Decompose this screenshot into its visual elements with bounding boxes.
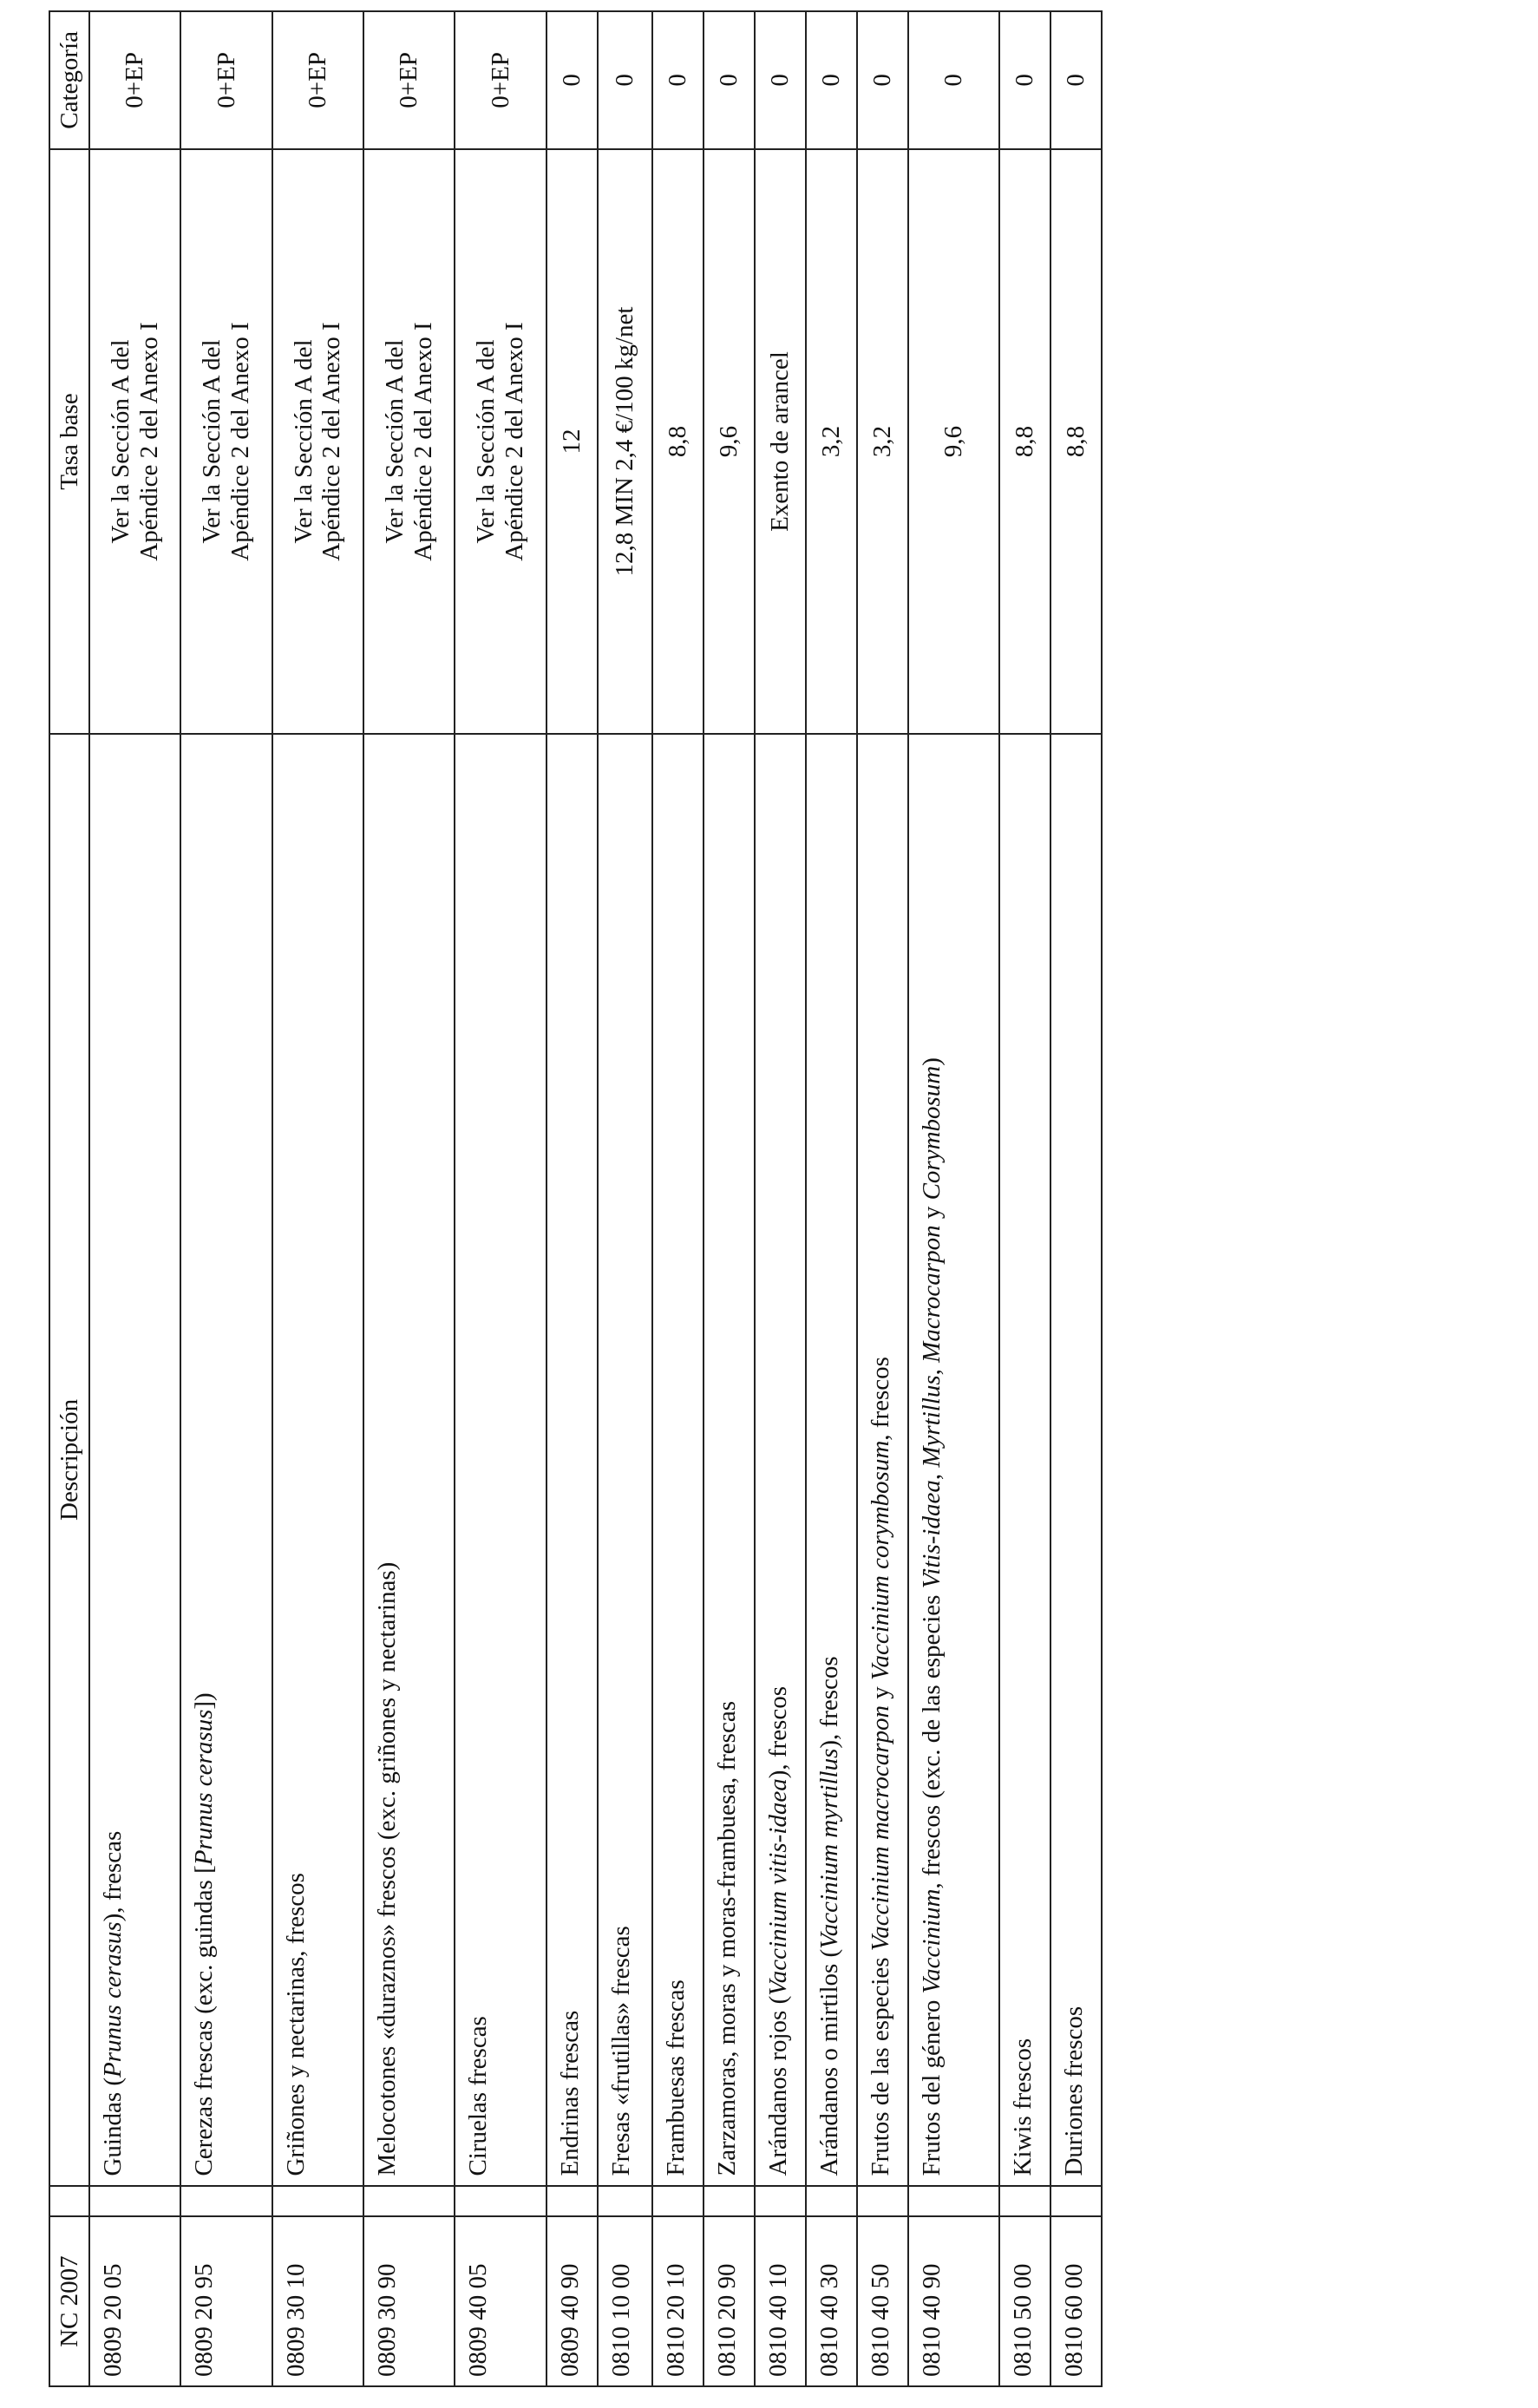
description-cell xyxy=(908,734,999,2185)
spacer-cell xyxy=(598,2186,652,2217)
spacer-cell xyxy=(806,2186,857,2217)
base-rate-cell xyxy=(455,149,546,735)
description-text: ), frescos xyxy=(815,1656,843,1749)
spacer-cell xyxy=(999,2186,1050,2217)
table-body xyxy=(89,11,1102,2386)
description-italic: Prunus cerasus xyxy=(99,1921,127,2078)
table-row xyxy=(999,11,1050,2386)
table-row xyxy=(857,11,908,2386)
description-text: ), frescas xyxy=(99,1830,127,1922)
base-rate-line: Ver la Sección A del xyxy=(380,339,409,544)
base-rate-cell xyxy=(999,149,1050,735)
category-cell: 0 xyxy=(704,11,755,149)
description-cell xyxy=(272,734,363,2185)
category-cell: 0 xyxy=(598,11,652,149)
table-row xyxy=(598,11,652,2386)
base-rate-cell xyxy=(652,149,704,735)
category-cell: 0 xyxy=(908,11,999,149)
base-rate-line: Apéndice 2 del Anexo I xyxy=(317,322,346,561)
spacer-cell xyxy=(652,2186,704,2217)
spacer-cell xyxy=(455,2186,546,2217)
base-rate-line: 8,8 xyxy=(663,425,691,458)
base-rate-line: Exento de arancel xyxy=(765,351,794,532)
table-row xyxy=(89,11,180,2386)
table-row xyxy=(908,11,999,2386)
tariff-table xyxy=(49,10,1103,2387)
nc-code-cell: 0809 30 10 xyxy=(272,2216,363,2386)
base-rate-cell xyxy=(1050,149,1102,735)
base-rate-line: 3,2 xyxy=(816,425,845,458)
description-text: Endrinas frescas xyxy=(555,2010,584,2176)
nc-code-cell: 0810 20 10 xyxy=(652,2216,704,2386)
base-rate-cell xyxy=(806,149,857,735)
base-rate-line: 12 xyxy=(557,429,586,455)
nc-code-cell: 0810 40 90 xyxy=(908,2216,999,2386)
header-spacer xyxy=(49,2186,89,2217)
spacer-cell xyxy=(857,2186,908,2217)
table-row xyxy=(704,11,755,2386)
base-rate-line: 8,8 xyxy=(1010,425,1038,458)
nc-code-cell: 0810 40 10 xyxy=(755,2216,806,2386)
spacer-cell xyxy=(908,2186,999,2217)
category-cell: 0 xyxy=(546,11,598,149)
description-text: ]) xyxy=(190,1692,219,1710)
nc-code-cell: 0809 30 90 xyxy=(363,2216,455,2386)
table-row xyxy=(1050,11,1102,2386)
header-category: Categoría xyxy=(49,11,89,149)
description-cell xyxy=(806,734,857,2185)
category-cell: 0 xyxy=(1050,11,1102,149)
nc-code-cell: 0809 40 90 xyxy=(546,2216,598,2386)
base-rate-line: Apéndice 2 del Anexo I xyxy=(134,322,163,561)
base-rate-line: Ver la Sección A del xyxy=(472,339,501,544)
base-rate-cell xyxy=(598,149,652,735)
base-rate-cell xyxy=(857,149,908,735)
description-cell xyxy=(755,734,806,2185)
description-text: Ciruelas frescas xyxy=(464,2016,493,2176)
description-text: y xyxy=(917,1200,946,1226)
description-text: ), frescos xyxy=(763,1685,792,1779)
description-text: Frutos de las especies xyxy=(866,1951,894,2176)
description-text: Frambuesas frescas xyxy=(661,1979,690,2176)
description-text: Frutos del género xyxy=(917,1993,946,2176)
base-rate-cell xyxy=(755,149,806,735)
table-row xyxy=(806,11,857,2386)
nc-code-cell: 0810 20 90 xyxy=(704,2216,755,2386)
description-text: , frescos xyxy=(866,1357,894,1441)
table-row xyxy=(180,11,272,2386)
description-text: Arándanos rojos ( xyxy=(763,1995,792,2176)
header-description: Descripción xyxy=(49,734,89,2185)
description-cell xyxy=(999,734,1050,2185)
category-cell: 0+EP xyxy=(363,11,455,149)
description-text: , frescos (exc. de las especies xyxy=(917,1588,946,1889)
description-italic: Vaccinium vitis-idaea xyxy=(763,1778,792,1996)
description-italic: Prunus cerasus xyxy=(190,1709,219,1866)
base-rate-line: 12,8 MIN 2,4 €/100 kg/net xyxy=(610,306,638,577)
description-cell xyxy=(89,734,180,2185)
table-row xyxy=(755,11,806,2386)
description-text: Zarzamoras, moras y moras-frambuesa, frescas xyxy=(712,1701,741,2176)
description-cell xyxy=(652,734,704,2185)
description-italic: Vitis-idaea xyxy=(917,1480,946,1589)
category-cell: 0 xyxy=(806,11,857,149)
category-cell: 0+EP xyxy=(89,11,180,149)
description-cell xyxy=(704,734,755,2185)
description-text: Melocotones «duraznos» frescos (exc. griñones y nectarinas) xyxy=(372,1561,401,2176)
base-rate-cell xyxy=(180,149,272,735)
base-rate-line: Apéndice 2 del Anexo I xyxy=(500,322,528,561)
spacer-cell xyxy=(704,2186,755,2217)
description-italic: Vaccinium myrtillus xyxy=(815,1748,843,1949)
base-rate-line: 3,2 xyxy=(867,425,896,458)
description-text: Duriones frescos xyxy=(1059,2006,1088,2176)
description-italic: Macrocarpon xyxy=(917,1225,946,1363)
description-italic: Corymbosum xyxy=(917,1065,946,1201)
description-text: Arándanos o mirtilos ( xyxy=(815,1948,843,2176)
description-text: , xyxy=(917,1467,946,1481)
table-row xyxy=(652,11,704,2386)
nc-code-cell: 0810 10 00 xyxy=(598,2216,652,2386)
description-text: ) xyxy=(917,1057,946,1066)
base-rate-line: 8,8 xyxy=(1062,425,1090,458)
nc-code-cell: 0810 60 00 xyxy=(1050,2216,1102,2386)
rotated-table-wrapper xyxy=(49,10,1103,2387)
nc-code-cell: 0809 40 05 xyxy=(455,2216,546,2386)
base-rate-line: Ver la Sección A del xyxy=(198,339,226,544)
table-row xyxy=(363,11,455,2386)
nc-code-cell: 0810 40 30 xyxy=(806,2216,857,2386)
base-rate-cell xyxy=(704,149,755,735)
base-rate-line: 9,6 xyxy=(714,425,743,458)
base-rate-line: Apéndice 2 del Anexo I xyxy=(409,322,437,561)
category-cell: 0+EP xyxy=(272,11,363,149)
header-nc: NC 2007 xyxy=(49,2216,89,2386)
spacer-cell xyxy=(180,2186,272,2217)
base-rate-cell xyxy=(89,149,180,735)
description-text: Guindas ( xyxy=(99,2077,127,2176)
nc-code-cell: 0809 20 05 xyxy=(89,2216,180,2386)
nc-code-cell: 0810 50 00 xyxy=(999,2216,1050,2386)
base-rate-line: Ver la Sección A del xyxy=(106,339,134,544)
base-rate-cell xyxy=(908,149,999,735)
description-italic: Vaccinium corymbosum xyxy=(866,1440,894,1680)
description-text: Cerezas frescas (exc. guindas [ xyxy=(190,1865,219,2176)
spacer-cell xyxy=(1050,2186,1102,2217)
spacer-cell xyxy=(89,2186,180,2217)
header-rate: Tasa base xyxy=(49,149,89,735)
description-text: y xyxy=(866,1679,894,1705)
category-cell: 0+EP xyxy=(455,11,546,149)
description-cell xyxy=(546,734,598,2185)
category-cell: 0 xyxy=(857,11,908,149)
base-rate-line: 9,6 xyxy=(939,425,967,458)
category-cell: 0 xyxy=(999,11,1050,149)
nc-code-cell: 0809 20 95 xyxy=(180,2216,272,2386)
category-cell: 0 xyxy=(755,11,806,149)
nc-code-cell: 0810 40 50 xyxy=(857,2216,908,2386)
spacer-cell xyxy=(272,2186,363,2217)
base-rate-cell xyxy=(272,149,363,735)
description-cell xyxy=(857,734,908,2185)
description-cell xyxy=(455,734,546,2185)
spacer-cell xyxy=(546,2186,598,2217)
category-cell: 0+EP xyxy=(180,11,272,149)
description-cell xyxy=(598,734,652,2185)
category-cell: 0 xyxy=(652,11,704,149)
base-rate-line: Ver la Sección A del xyxy=(289,339,317,544)
spacer-cell xyxy=(363,2186,455,2217)
description-italic: Vaccinium macrocarpon xyxy=(866,1705,894,1952)
description-italic: Myrtillus xyxy=(917,1375,946,1468)
spacer-cell xyxy=(755,2186,806,2217)
description-text: , xyxy=(917,1362,946,1376)
description-text: Fresas «frutillas» frescas xyxy=(606,1926,635,2176)
header-row xyxy=(49,11,89,2386)
description-cell xyxy=(363,734,455,2185)
base-rate-cell xyxy=(546,149,598,735)
table-row xyxy=(272,11,363,2386)
description-text: Griñones y nectarinas, frescos xyxy=(281,1873,310,2176)
table-row xyxy=(546,11,598,2386)
description-italic: Vaccinium xyxy=(917,1888,946,1994)
description-cell xyxy=(1050,734,1102,2185)
description-cell xyxy=(180,734,272,2185)
base-rate-line: Apéndice 2 del Anexo I xyxy=(226,322,254,561)
table-row xyxy=(455,11,546,2386)
base-rate-cell xyxy=(363,149,455,735)
description-text: Kiwis frescos xyxy=(1008,2038,1037,2176)
